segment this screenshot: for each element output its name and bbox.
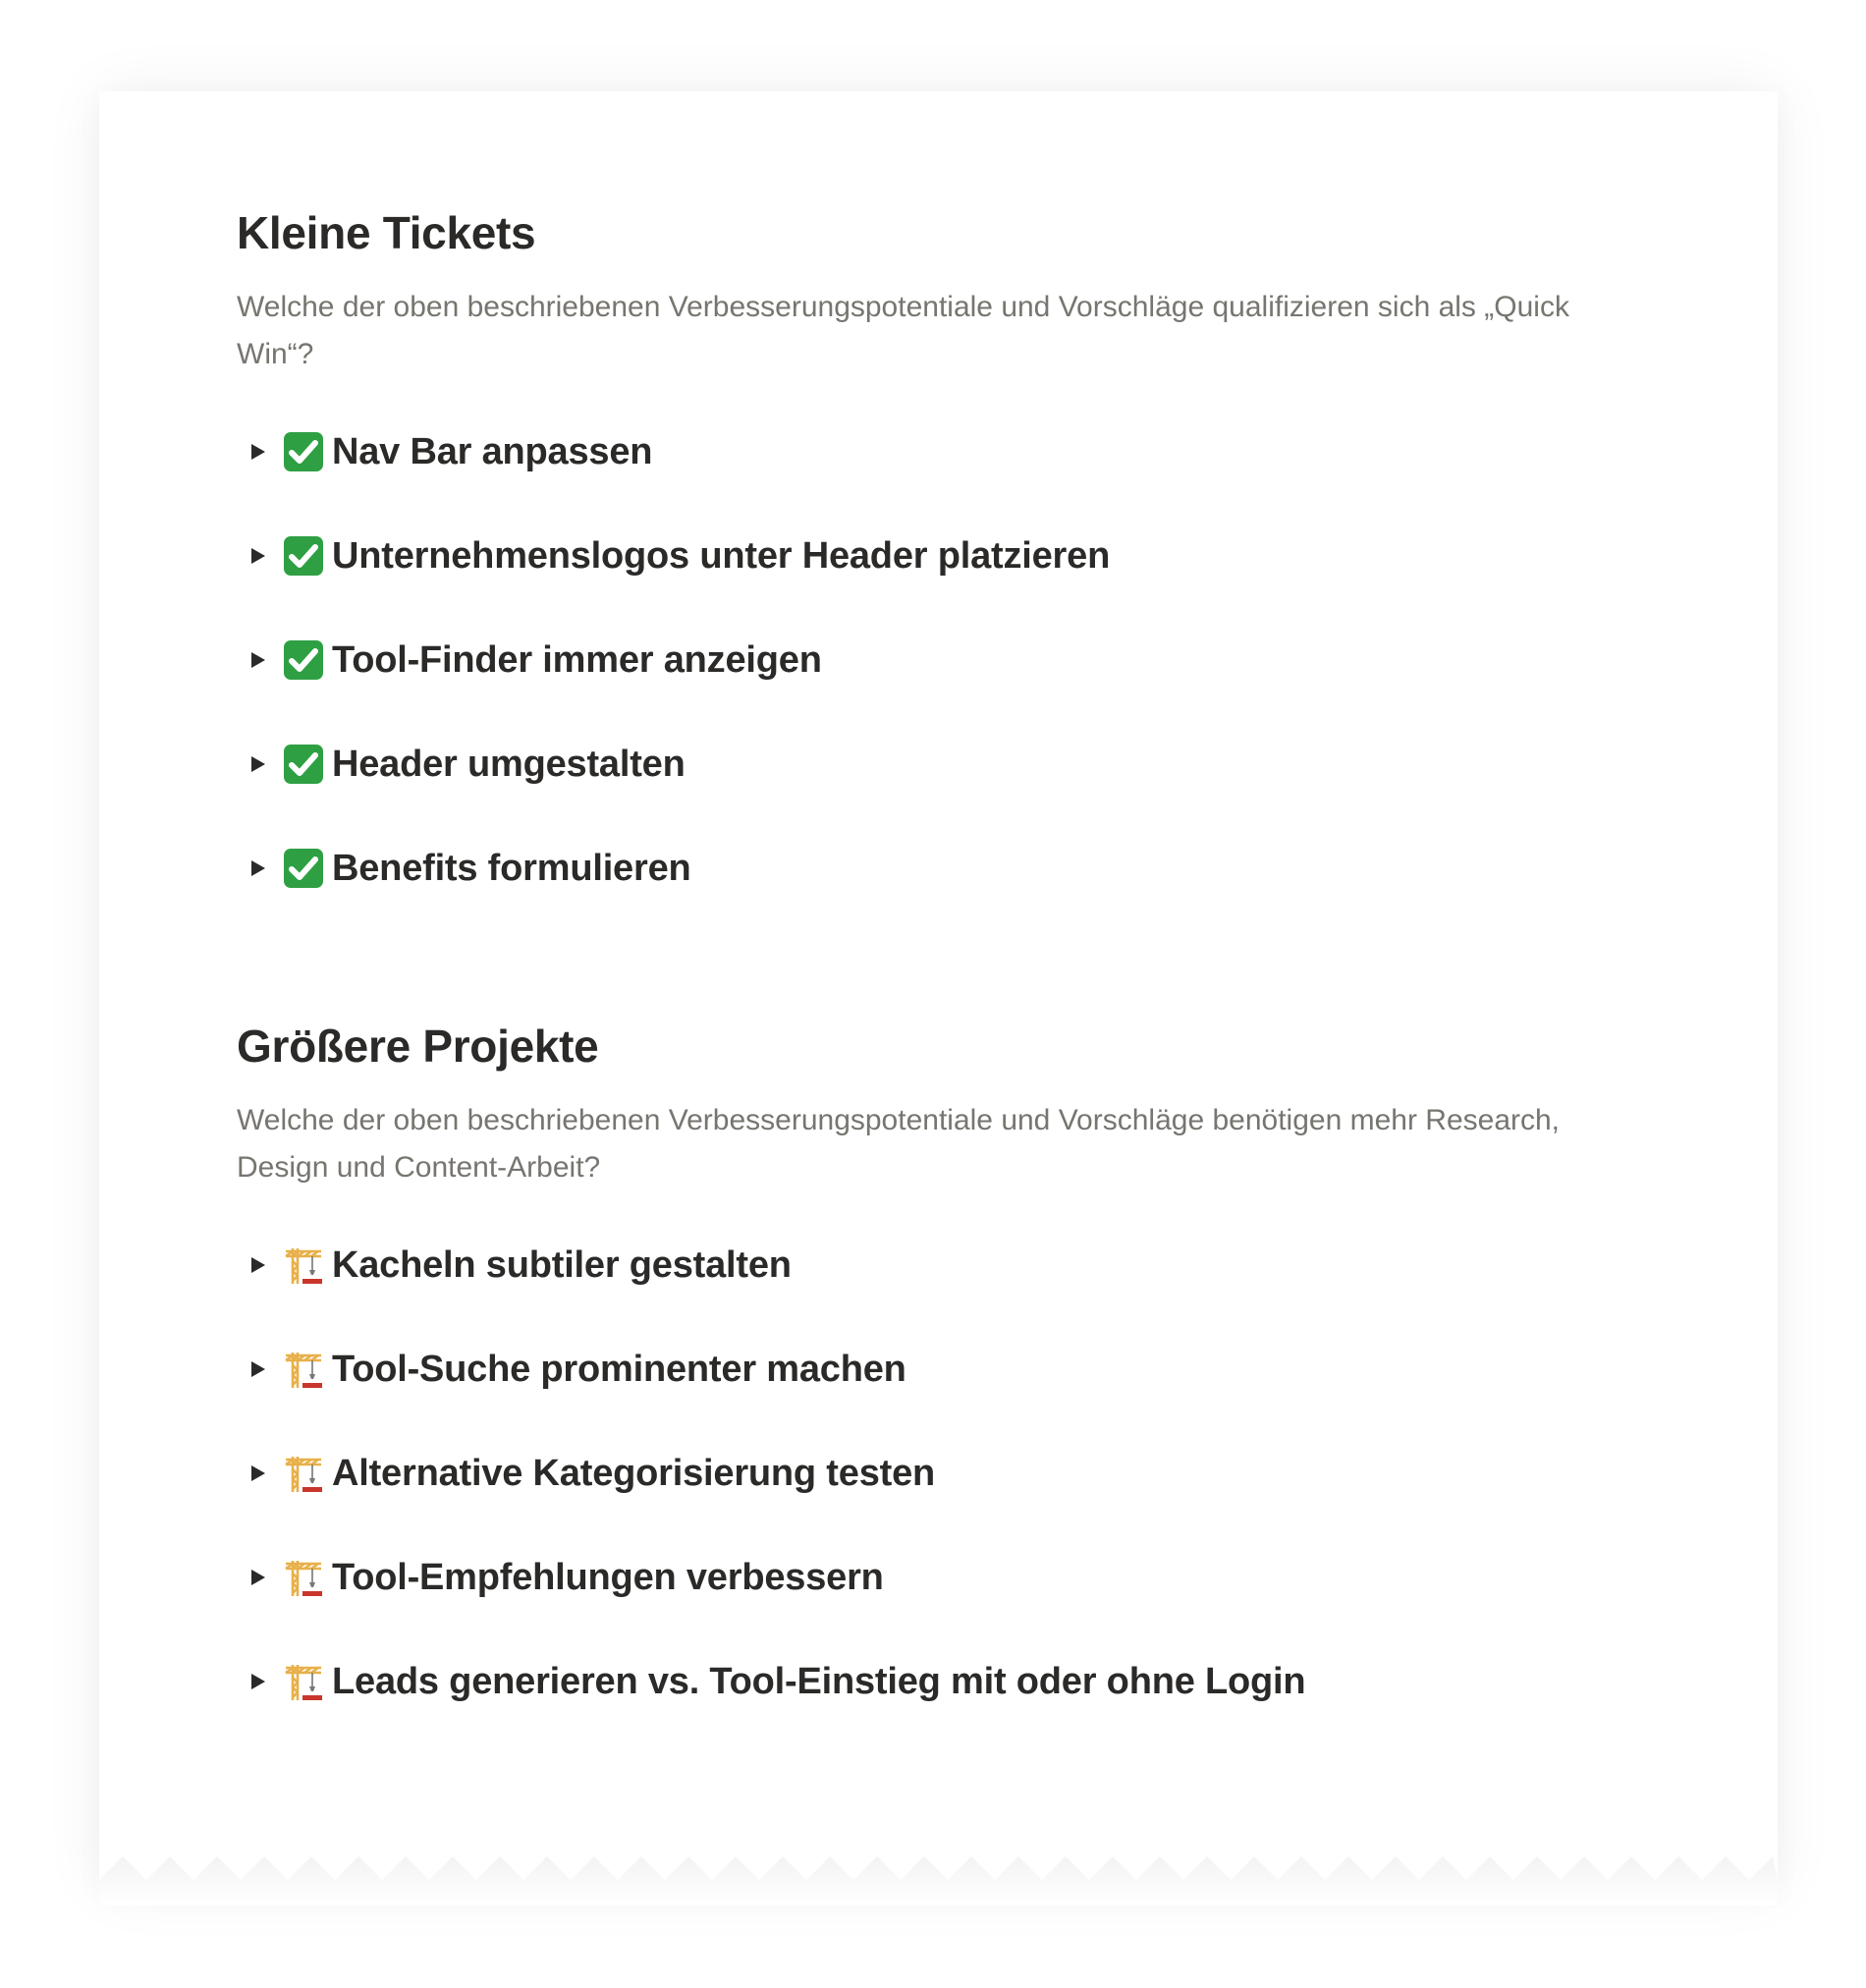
toggle-item-label: Unternehmenslogos unter Header platzieren — [332, 534, 1111, 577]
toggle-item-kacheln[interactable] — [237, 1236, 792, 1295]
toggle-item-tool-empfehlungen[interactable] — [237, 1548, 884, 1607]
toggle-triangle-icon[interactable] — [242, 1652, 275, 1711]
toggle-item-label: Alternative Kategorisierung testen — [332, 1452, 936, 1494]
section-title-kleine-tickets: Kleine Tickets — [237, 207, 536, 258]
toggle-triangle-icon[interactable] — [242, 422, 275, 481]
toggle-triangle-icon[interactable] — [242, 1340, 275, 1399]
check-mark-button-icon — [282, 534, 325, 578]
toggle-item-benefits[interactable] — [237, 839, 691, 898]
check-mark-button-icon — [282, 743, 325, 786]
toggle-item-header-umgestalten[interactable] — [237, 735, 686, 794]
toggle-triangle-icon[interactable] — [242, 526, 275, 585]
construction-crane-icon — [282, 1452, 325, 1495]
toggle-triangle-icon[interactable] — [242, 1548, 275, 1607]
check-mark-button-icon — [282, 638, 325, 682]
toggle-triangle-icon[interactable] — [242, 1236, 275, 1295]
toggle-item-label: Leads generieren vs. Tool-Einstieg mit oder ohne Login — [332, 1660, 1306, 1702]
toggle-item-label: Benefits formulieren — [332, 847, 691, 889]
toggle-item-tool-finder[interactable] — [237, 631, 822, 690]
toggle-item-kategorisierung[interactable] — [237, 1444, 935, 1503]
toggle-item-label: Tool-Empfehlungen verbessern — [332, 1556, 884, 1598]
section-description-kleine-tickets: Welche der oben beschriebenen Verbesserungspotentiale und Vorschläge qualifizieren sich als „Quick Win“? — [237, 291, 1569, 370]
toggle-item-label: Tool-Suche prominenter machen — [332, 1348, 906, 1390]
toggle-triangle-icon[interactable] — [242, 631, 275, 690]
toggle-triangle-icon[interactable] — [242, 735, 275, 794]
toggle-item-leads-generieren[interactable] — [237, 1652, 1305, 1711]
check-mark-button-icon — [282, 430, 325, 473]
construction-crane-icon — [282, 1556, 325, 1599]
construction-crane-icon — [282, 1348, 325, 1391]
toggle-item-label: Header umgestalten — [332, 743, 686, 785]
toggle-item-unternehmenslogos[interactable] — [237, 526, 1110, 585]
toggle-triangle-icon[interactable] — [242, 839, 275, 898]
toggle-triangle-icon[interactable] — [242, 1444, 275, 1503]
construction-crane-icon — [282, 1243, 325, 1287]
toggle-item-nav-bar[interactable] — [237, 422, 652, 481]
toggle-item-tool-suche[interactable] — [237, 1340, 906, 1399]
document-card — [99, 91, 1778, 1889]
toggle-item-label: Tool-Finder immer anzeigen — [332, 638, 822, 681]
section-description-groessere-projekte: Welche der oben beschriebenen Verbesserungspotentiale und Vorschläge benötigen mehr Research, Design und Content-Arbeit? — [237, 1104, 1561, 1184]
check-mark-button-icon — [282, 847, 325, 890]
construction-crane-icon — [282, 1660, 325, 1703]
torn-paper-edge — [99, 1856, 1778, 1905]
toggle-item-label: Kacheln subtiler gestalten — [332, 1243, 792, 1286]
section-title-groessere-projekte: Größere Projekte — [237, 1021, 599, 1072]
toggle-item-label: Nav Bar anpassen — [332, 430, 653, 472]
